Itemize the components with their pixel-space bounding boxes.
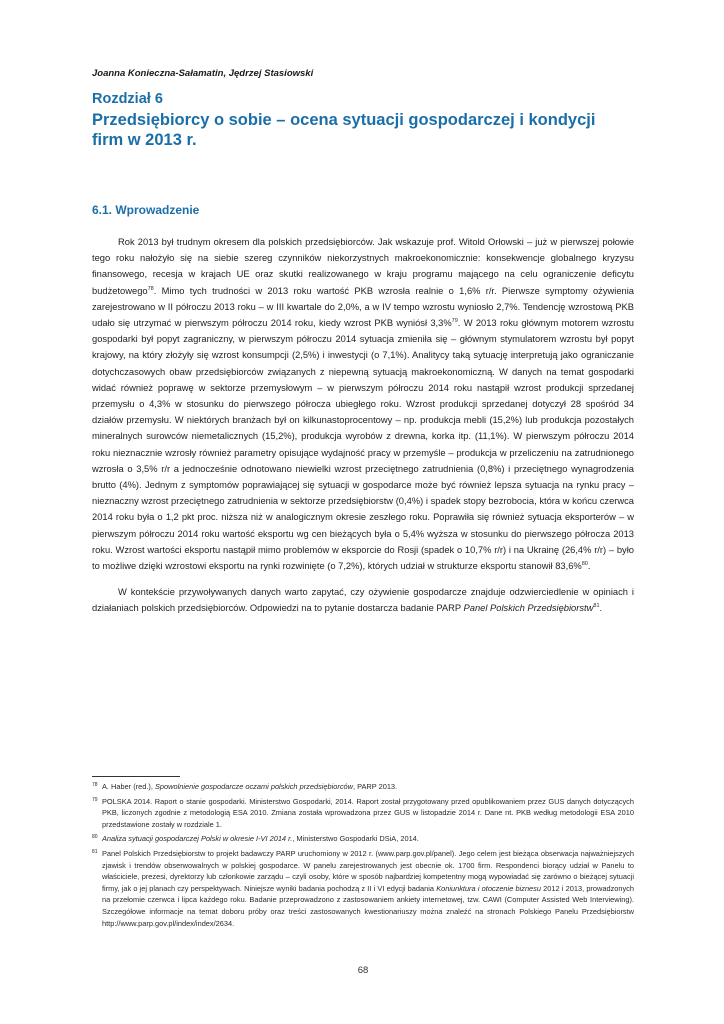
footnote-number: 78 — [92, 782, 98, 788]
paragraph-context-text-1: W kontekście przywoływanych danych warto zapytać, czy ożywienie gospodarcze znajduje odzwierciedlenie w opiniach i działaniach polskich przedsiębiorców. Odpowiedzi na to pytanie dostarcza badanie PARP — [92, 587, 634, 614]
paragraph-context — [92, 584, 634, 616]
paragraph-intro-text-4: . — [587, 561, 591, 572]
footnote-number: 79 — [92, 796, 98, 803]
footnote-text-post: , PARP 2013. — [353, 782, 398, 791]
footnote-text: POLSKA 2014. Raport o stanie gospodarki. Ministerstwo Gospodarki, 2014. Raport został przygotowany przed opublikowaniem przez GUS danych dotyczących PKB, liczonych zgodnie z metodologią ESA 2010. Zmiana została wprowadzona przez GUS w listopadzie 2014 r. Dane nt. PKB według metodologii ESA 2010 przedstawione zostały w rozdziale 1. — [102, 796, 634, 829]
footnote-number: 80 — [92, 834, 98, 841]
panel-title-italic: Panel Polskich Przedsiębiorstw — [463, 603, 594, 614]
footnote-italic: Koniunktura i otoczenie biznesu — [436, 883, 541, 893]
footnote-separator — [92, 776, 180, 777]
footnote-text-post: 2012 i 2013, prowadzonych na przełomie czerwca i lipca każdego roku. Badanie przeprowadzono z zastosowaniem ankiety internetowej, tzw. CAWI (Computer Assisted Web Interviewing). Szczegółowe informacje na temat doboru próby oraz treści zastosowanych kwestionariuszy można znaleźć na stronach Polskiego Panelu Przedsiębiorstw http://www.parp.gov.pl/index/index/2634. — [102, 883, 634, 928]
footnote-ref-78[interactable]: 78 — [147, 285, 154, 292]
body-text — [92, 234, 634, 617]
footnote-number: 81 — [92, 848, 98, 855]
footnote-italic: Analiza sytuacji gospodarczej Polski w okresie I-VI 2014 r. — [102, 834, 293, 844]
footnote-text: Panel Polskich Przedsiębiorstw to projekt badawczy PARP uruchomiony w 2012 r. (www.parp.gov.pl/panel). Jego celem jest bieżąca obserwacja najważniejszych zjawisk i trendów obserwowalnych w polskiej gospodarce. W panelu zarejestrowanych jest obecnie ok. 1700 firm. Respondenci biorący udział w Panelu to właściciele, prezesi, dyrektorzy lub członkowie zarządu – czyli osoby, które w sposób najbardziej kompetentny mogą wypowiadać się zarówno o bieżącej sytuacji firmy, jak o jej planach czy perspektywach. Niniejsze wyniki badania pochodzą z II i VI edycji badania — [102, 848, 634, 893]
paragraph-intro-text-2: . Mimo tych trudności w 2013 roku wartość PKB wzrosła realnie o 1,6% r/r. Pierwsze symptomy ożywienia zarejestrowano w II półroczu 2013 roku – w III kwartale do 2,0%, a w IV tempo wzrostu wyniosło 2,7%. Tendencję wzrostową PKB udało się utrzymać w pierwszym półroczu 2014 roku, kiedy wzrost PKB wyniósł 3,3% — [92, 285, 634, 329]
paragraph-context-text-2: . — [599, 603, 603, 614]
footnote-79 — [92, 796, 634, 831]
chapter-label: Rozdział 6 — [92, 91, 163, 107]
footnote-78 — [92, 781, 634, 793]
page-number: 68 — [357, 965, 369, 976]
footnote-italic: Spowolnienie gospodarcze oczami polskich przedsiębiorców — [154, 782, 353, 791]
document-page — [92, 0, 634, 1024]
chapter-title: Przedsiębiorcy o sobie – ocena sytuacji gospodarczej i kondycji firm w 2013 r. — [92, 111, 596, 149]
footnote-text: A. Haber (red.), — [102, 782, 155, 791]
footnote-text-post: , Ministerstwo Gospodarki DSiA, 2014. — [292, 834, 419, 844]
footnotes — [92, 781, 634, 932]
footnote-81 — [92, 848, 634, 929]
footnote-ref-79[interactable]: 79 — [451, 317, 458, 324]
section-title: 6.1. Wprowadzenie — [92, 203, 200, 217]
footnote-ref-80[interactable]: 80 — [581, 560, 588, 567]
chapter-authors: Joanna Konieczna-Sałamatin, Jędrzej Stasiowski — [92, 68, 314, 79]
paragraph-intro — [92, 234, 634, 574]
footnote-80 — [92, 833, 634, 845]
paragraph-intro-text-3: . W 2013 roku głównym motorem wzrostu gospodarki był popyt zagraniczny, w pierwszym półroczu 2014 sytuacja zmieniła się – głównym stymulatorem wzrostu był popyt krajowy, na który złożyły się wzrost konsumpcji (2,5%) i inwestycji (o 7,1%). Analitycy taką sytuację interpretują jako ograniczanie dotychczasowych obaw przedsiębiorców związanych z niepewną sytuacją makroekonomiczną. W danych na temat gospodarki widać również poprawę w sektorze przemysłowym – w pierwszym półroczu 2014 roku nastąpił wzrost produkcji sprzedanej przemysłu o 4,3% w stosunku do pierwszego półrocza ubiegłego roku. Wzrost produkcji sprzedanej dotyczył 28 spośród 34 działów przemysłu. W niektórych branżach był on kilkunastoprocentowy – np. produkcja mebli (15,2%) lub produkcja pozostałych mineralnych surowców niemetalicznych (15,2%), produkcja wyrobów z drewna, korka itp. (11,1%). W pierwszym półroczu 2014 roku nieznacznie wzrosły również parametry opisujące wydajność pracy w przemyśle – produkcja w przeliczeniu na zatrudnionego wzrosła o 3,5% r/r a jednocześnie odnotowano niewielki wzrost przeciętnego zatrudnienia (0,8%) i przeciętnego wynagrodzenia brutto (4%). Jednym z symptomów poprawiającej się sytuacji w gospodarce może być również lepsza sytuacja na rynku pracy – nieznaczny wzrost przeciętnego zatrudnienia w sektorze przedsiębiorstw (0,4%) i spadek stopy bezrobocia, która w końcu czerwca 2014 roku była o 1,2 pkt proc. niższa niż w analogicznym okresie zeszłego roku. Poprawiła się również sytuacja eksporterów – w pierwszym półroczu 2014 roku wartość eksportu wg cen bieżących była o 5,4% wyższa w stosunku do pierwszego półrocza 2013 roku. Wzrost wartości eksportu nastąpił mimo problemów w eksporcie do Rosji (spadek o 10,7% r/r) i na Ukrainę (26,4% r/r) – było to możliwe dzięki wzrostowi eksportu na rynki rozwinięte (o 7,2%), których udział w strukturze eksportu stanowił 83,6% — [92, 318, 634, 572]
footnote-ref-81[interactable]: 81 — [593, 603, 600, 610]
paragraph-intro-text-1: Rok 2013 był trudnym okresem dla polskich przedsiębiorców. Jak wskazuje prof. Witold Orłowski – już w pierwszej połowie tego roku nałożyło się na siebie szereg czynników niekorzystnych makroekonomicznie: konsekwencje globalnego kryzysu finansowego, recesja w krajach UE oraz skutki realizowanego w kraju programu mającego na celu ograniczenie deficytu budżetowego — [92, 237, 634, 296]
